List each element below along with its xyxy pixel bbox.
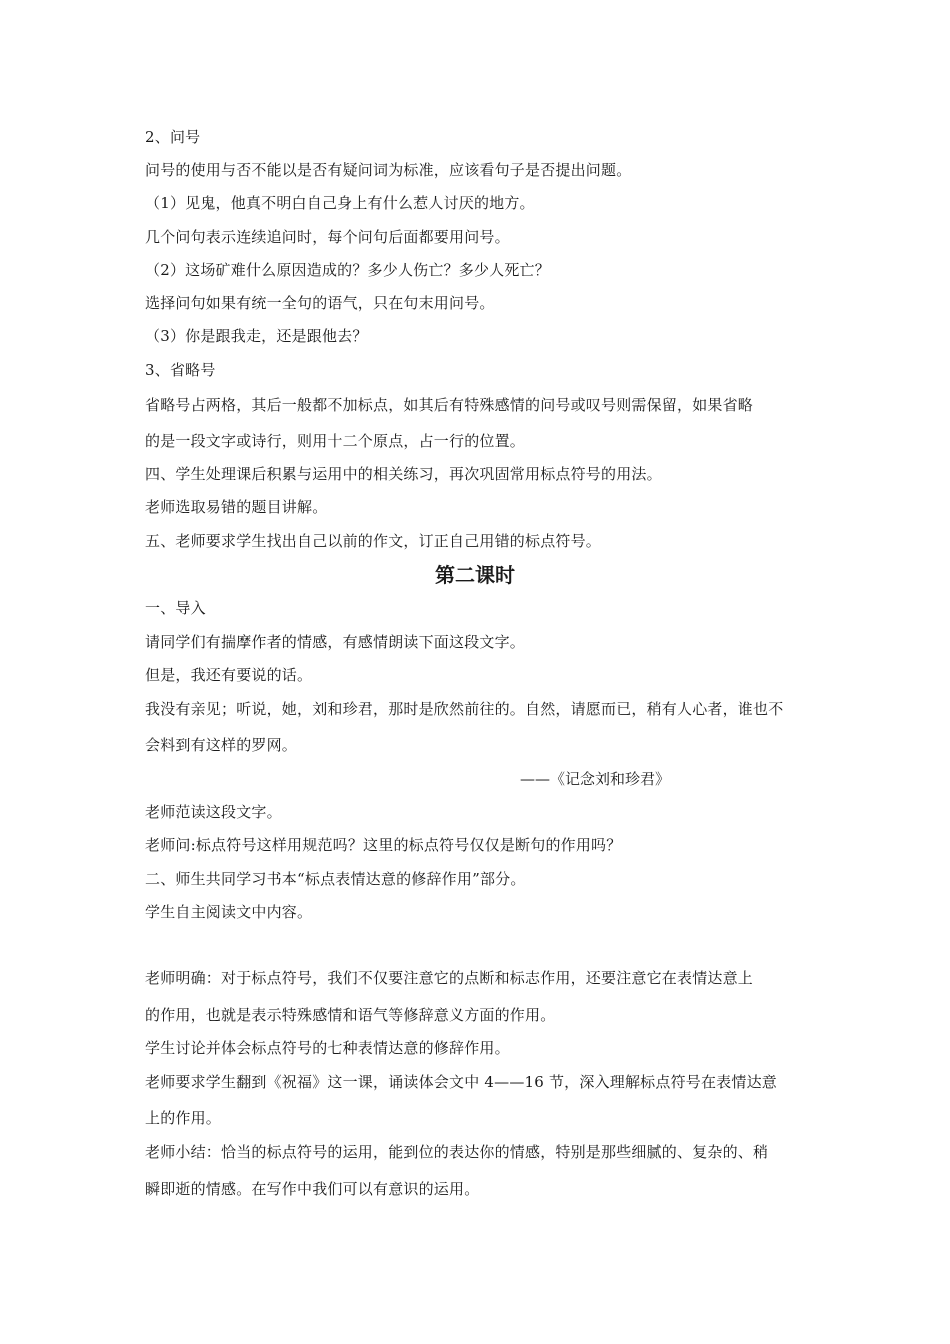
paragraph-line: 瞬即逝的情感。在写作中我们可以有意识的运用。 xyxy=(145,1180,480,1198)
paragraph-line: 老师问:标点符号这样用规范吗？这里的标点符号仅仅是断句的作用吗？ xyxy=(145,836,622,854)
paragraph-line: 问号的使用与否不能以是否有疑问词为标准，应该看句子是否提出问题。 xyxy=(145,161,632,179)
paragraph-line: 请同学们有揣摩作者的情感，有感情朗读下面这段文字。 xyxy=(145,633,526,651)
example-line: （1）见鬼，他真不明白自己身上有什么惹人讨厌的地方。 xyxy=(145,194,535,212)
subheading-ellipsis: 3、省略号 xyxy=(145,361,216,379)
paragraph-line: 几个问句表示连续追问时，每个问句后面都要用问号。 xyxy=(145,228,510,246)
paragraph-line: 老师要求学生翻到《祝福》这一课，诵读体会文中 4——16 节，深入理解标点符号在表情达意 xyxy=(145,1073,777,1091)
quote-attribution: ——《记念刘和珍君》 xyxy=(520,770,671,788)
paragraph-line: 上的作用。 xyxy=(145,1109,222,1127)
paragraph-line: 老师选取易错的题目讲解。 xyxy=(145,498,328,516)
paragraph-line: 老师明确：对于标点符号，我们不仅要注意它的点断和标志作用，还要注意它在表情达意上 xyxy=(145,969,754,987)
quote-line: 但是，我还有要说的话。 xyxy=(145,666,313,684)
paragraph-line: 二、师生共同学习书本“标点表情达意的修辞作用”部分。 xyxy=(145,870,526,888)
paragraph-line: 选择问句如果有统一全句的语气，只在句末用问号。 xyxy=(145,294,495,312)
quote-line: 我没有亲见；听说，她，刘和珍君，那时是欣然前往的。自然，请愿而已，稍有人心者，谁也不 xyxy=(145,700,784,718)
subheading-introduction: 一、导入 xyxy=(145,599,206,617)
paragraph-line: 的是一段文字或诗行，则用十二个原点，占一行的位置。 xyxy=(145,432,526,450)
paragraph-line: 的作用，也就是表示特殊感情和语气等修辞意义方面的作用。 xyxy=(145,1006,556,1024)
quote-line: 会料到有这样的罗网。 xyxy=(145,736,298,754)
paragraph-line: 学生自主阅读文中内容。 xyxy=(145,903,313,921)
subheading-question-mark: 2、问号 xyxy=(145,128,201,146)
paragraph-line: 老师小结：恰当的标点符号的运用，能到位的表达你的情感，特别是那些细腻的、复杂的、稍 xyxy=(145,1143,769,1161)
paragraph-line: 五、老师要求学生找出自己以前的作文，订正自己用错的标点符号。 xyxy=(145,532,602,550)
paragraph-line: 老师范读这段文字。 xyxy=(145,803,282,821)
paragraph-line: 学生讨论并体会标点符号的七种表情达意的修辞作用。 xyxy=(145,1039,510,1057)
paragraph-line: 省略号占两格，其后一般都不加标点，如其后有特殊感情的问号或叹号则需保留，如果省略 xyxy=(145,396,754,414)
section-heading: 第二课时 xyxy=(435,563,515,587)
paragraph-line: 四、学生处理课后积累与运用中的相关练习，再次巩固常用标点符号的用法。 xyxy=(145,465,662,483)
example-line: （2）这场矿难什么原因造成的？多少人伤亡？多少人死亡？ xyxy=(145,261,550,279)
example-line: （3）你是跟我走，还是跟他去？ xyxy=(145,327,368,345)
